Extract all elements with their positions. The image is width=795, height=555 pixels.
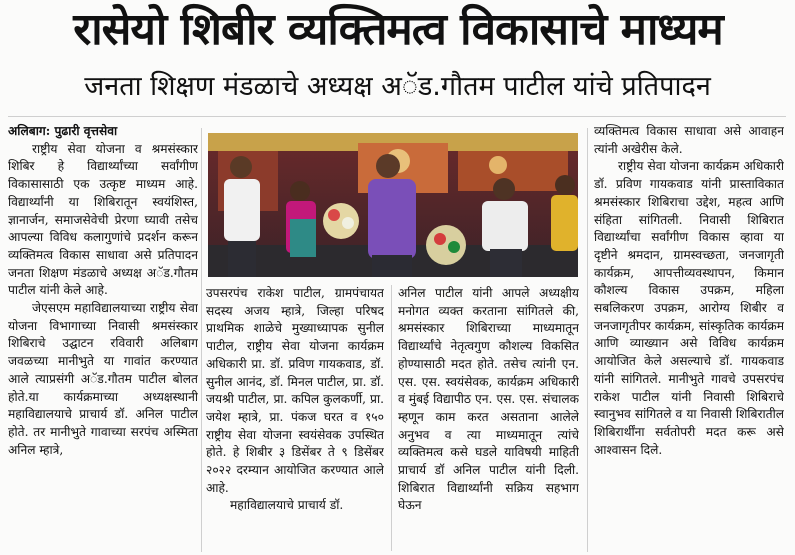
dateline: अलिबाग: पुढारी वृत्तसेवा: [8, 124, 118, 138]
paragraph-2: जेएसएम महाविद्यालयाच्या राष्ट्रीय सेवा योजना विभागाच्या निवासी श्रमसंस्कार शिबिराचे उद्घाटन रविवारी अलिबाग जवळच्या मानीभुते या गावांत करण्यात आले त्याप्रसंगी अॅड.गौतम पाटील बोलत होते.या कार्यक्रमाच्या अध्यक्षस्थानी महाविद्यालयाचे प्राचार्य डॉ. अनिल पाटील होते. तर मानीभुते गावाच्या सरपंच अस्मिता अनिल म्हात्रे,: [8, 301, 198, 457]
headline: रासेयो शिबीर व्यक्तिमत्व विकासाचे माध्यम: [73, 4, 723, 55]
paragraph-7: राष्ट्रीय सेवा योजना कार्यक्रम अधिकारी डॉ. प्रविण गायकवाड यांनी प्रास्ताविकात श्रमसंस्कार शिबिराचा उद्देश, महत्व आणि संहिता सांगितली. निवासी शिबिरात विद्यार्थ्यांचा सर्वांगीण विकास व्हावा या दृष्टीने श्रमदान, ग्रामस्वच्छता, जनजागृती कार्यक्रम, आपत्तीव्यवस्थापन, किमान कौशल्य विकास उपक्रम, महिला सबलिकरण उपक्रम, आरोग्य शिबीर व जनजागृतीपर कार्यक्रम, सांस्कृतिक कार्यक्रम आणि व्याख्यान असे विविध कार्यक्रम आयोजित केले असल्याचे डॉ. गायकवाड यांनी सांगितले. मानीभुते गावचे उपसरपंच राकेश पाटील यांनी निवासी शिबिराचे स्वानुभव सांगितले व या निवासी शिबिरातील शिबिरार्थींना सर्वतोपरी मदत करू असे आश्वासन दिले.: [594, 159, 784, 457]
paragraph-4: महाविद्यालयाचे प्राचार्य डॉ.: [230, 498, 344, 513]
subheadline: जनता शिक्षण मंडळाचे अध्यक्ष अॅड.गौतम पाटील यांचे प्रतिपादन: [84, 71, 711, 102]
event-photo-image: [208, 133, 578, 277]
paragraph-6: व्यक्तिमत्व विकास साधावा असे आवाहन त्यांनी अखेरीस केले.: [594, 124, 784, 156]
paragraph-3: उपसरपंच राकेश पाटील, ग्रामपंचायत सदस्य अजय म्हात्रे, जिल्हा परिषद प्राथमिक शाळेचे मुख्याध्यापक सुनील पाटील, राष्ट्रीय सेवा योजना कार्यक्रम अधिकारी प्रा. डॉ. प्रविण गायकवाड, डॉ. सुनील आनंद, डॉ. मिनल पाटील, प्रा. डॉ. जयश्री पाटील, प्रा. कपिल कुलकर्णी, प्रा. जयेश म्हात्रे, प्रा. पंकज घरत व १५० राष्ट्रीय सेवा योजना स्वयंसेवक उपस्थित होते. हे शिबीर ३ डिसेंबर ते ९ डिसेंबर २०२२ दरम्यान आयोजित करण्यात आले आहे.: [206, 286, 384, 495]
event-photo: [208, 133, 578, 277]
article-column-4: [594, 123, 784, 553]
article-column-3: [398, 285, 579, 553]
paragraph-1: राष्ट्रीय सेवा योजना व श्रमसंस्कार शिबिर हे विद्यार्थ्यांच्या सर्वांगीण विकासासाठी एक उत्कृष्ट माध्यम आहे. विद्यार्थ्यांनी या शिबिरातून स्वयंशिस्त, ज्ञानार्जन, समाजसेवेची प्रेरणा घ्यावी तसेच आपल्या विविध कलागुणांचे प्रदर्शन करून व्यक्तिमत्व विकास साधावा असे प्रतिपादन जनता शिक्षण मंडळाचे अध्यक्ष अॅड.गौतम पाटील यांनी केले आहे.: [8, 141, 198, 298]
header-rule: [8, 116, 786, 117]
article-column-1: [8, 123, 198, 553]
column-divider: [391, 285, 392, 551]
paragraph-5: अनिल पाटील यांनी आपले अध्यक्षीय मनोगत व्यक्त करताना सांगितले की, श्रमसंस्कार शिबिराच्या माध्यमातून विद्यार्थ्यांचे नेतृत्वगुण कौशल्य विकसित होण्यासाठी मदत होते. तसेच त्यांनी एन. एस. एस. स्वयंसेवक, कार्यक्रम अधिकारी व मुंबई विद्यापीठ एन. एस. एस. संचालक म्हणून काम करत असताना आलेले अनुभव व त्या माध्यमातून त्यांचे व्यक्तिमत्व कसे घडले याविषयी माहिती प्राचार्य डॉ अनिल पाटील यांनी दिली. शिबिरात विद्यार्थ्यांनी सक्रिय सहभाग घेऊन: [398, 286, 579, 513]
article-column-2: [206, 285, 384, 553]
column-divider: [201, 128, 202, 552]
column-divider: [587, 128, 588, 552]
